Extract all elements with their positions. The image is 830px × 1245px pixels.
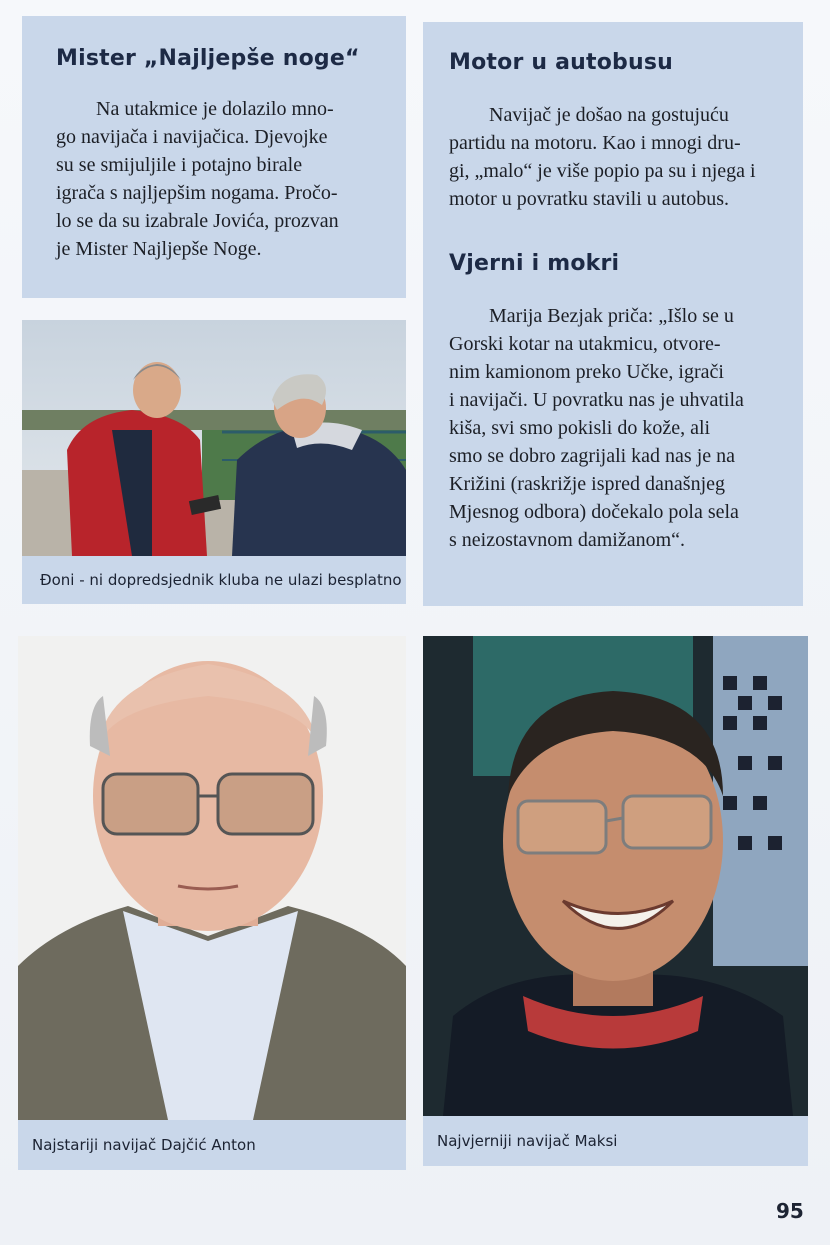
heading-najljepse-noge: Mister „Najljepše noge“ xyxy=(56,46,360,71)
text-line: smo se dobro zagrijali kad nas je na xyxy=(449,445,736,467)
text-line: Križini (raskrižje ispred današnjeg xyxy=(449,473,726,495)
page-number: 95 xyxy=(776,1199,804,1223)
text-line: Navijač je došao na gostujuću xyxy=(489,104,729,126)
textbox-right-column xyxy=(423,22,803,606)
text-line: igrača s najljepšim nogama. Pročo- xyxy=(56,182,338,204)
text-line: kiša, svi smo pokisli do kože, ali xyxy=(449,417,711,439)
text-line: nim kamionom preko Učke, igrači xyxy=(449,361,724,383)
heading-vjerni: Vjerni i mokri xyxy=(449,251,620,276)
caption-photo-anton: Najstariji navijač Dajčić Anton xyxy=(18,1120,406,1170)
text-line: i navijači. U povratku nas je uhvatila xyxy=(449,389,744,411)
heading-motor: Motor u autobusu xyxy=(449,50,673,75)
caption-photo-maksi: Najvjerniji navijač Maksi xyxy=(423,1116,808,1166)
text-line: go navijača i navijačica. Djevojke xyxy=(56,126,328,148)
textbox-najljepse-noge xyxy=(22,16,406,298)
text-line: s neizostavnom damižanom“. xyxy=(449,529,686,551)
paragraph-najljepse-noge xyxy=(56,95,382,263)
text-line: lo se da su izabrale Jovića, prozvan xyxy=(56,210,339,232)
text-line: Marija Bezjak priča: „Išlo se u xyxy=(489,305,734,327)
paragraph-vjerni xyxy=(449,302,783,554)
text-line: Na utakmice je dolazilo mno- xyxy=(96,98,334,120)
text-line: motor u povratku stavili u autobus. xyxy=(449,188,729,210)
text-line: Mjesnog odbora) dočekalo pola sela xyxy=(449,501,739,523)
photo-dajcic-anton xyxy=(18,636,406,1120)
caption-photo-doni: Đoni - ni dopredsjednik kluba ne ulazi besplatno xyxy=(22,556,406,604)
paragraph-motor xyxy=(449,101,783,213)
photo-maksi xyxy=(423,636,808,1116)
text-line: je Mister Najljepše Noge. xyxy=(56,238,262,260)
text-line: gi, „malo“ je više popio pa su i njega i xyxy=(449,160,756,182)
photo-doni-at-gate xyxy=(22,320,406,556)
text-line: partidu na motoru. Kao i mnogi dru- xyxy=(449,132,741,154)
text-line: Gorski kotar na utakmicu, otvore- xyxy=(449,333,721,355)
text-line: su se smijuljile i potajno birale xyxy=(56,154,303,176)
